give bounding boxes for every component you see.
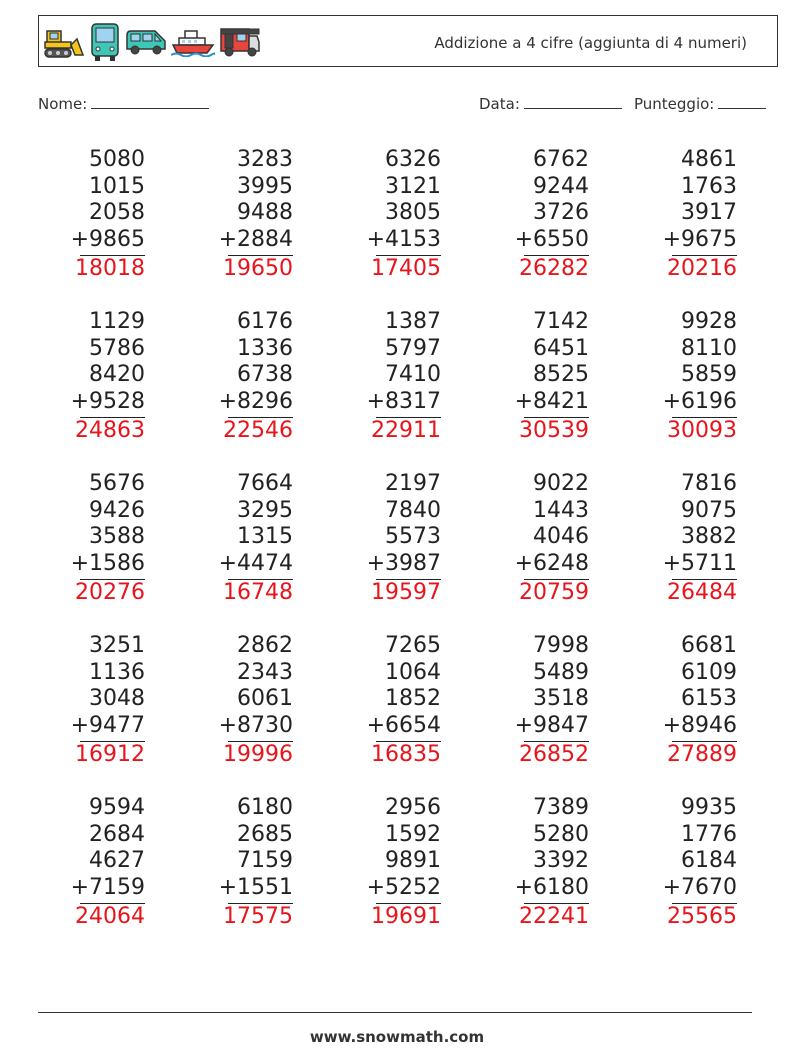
answer: 19691	[371, 903, 441, 929]
addend: 1387	[385, 309, 441, 334]
name-label: Nome:	[38, 95, 88, 113]
addend: 2685	[237, 821, 293, 847]
addend: +6654	[366, 713, 441, 739]
addend: +6196	[662, 389, 737, 415]
answer: 30539	[519, 417, 589, 443]
addend: +6550	[514, 227, 589, 253]
addend: 2956	[385, 795, 441, 820]
addition-problem	[479, 471, 589, 606]
addend: +2884	[218, 227, 293, 253]
date-blank[interactable]	[524, 94, 622, 109]
addend: +1551	[218, 875, 293, 901]
addition-problem	[627, 795, 737, 930]
addend: 3283	[237, 147, 293, 172]
answer: 19650	[223, 255, 293, 281]
addend: 8525	[533, 362, 589, 388]
addend: 9891	[385, 848, 441, 874]
answer: 16748	[223, 579, 293, 605]
addend: 7265	[385, 633, 441, 658]
addition-problem	[331, 633, 441, 768]
addend: 1776	[681, 821, 737, 847]
addend: 3882	[681, 524, 737, 550]
answer: 20759	[519, 579, 589, 605]
addend: 4046	[533, 524, 589, 550]
addition-problem	[627, 471, 737, 606]
addend: 9022	[533, 471, 589, 496]
answer: 16912	[75, 741, 145, 767]
addend: +9528	[70, 389, 145, 415]
addition-problem	[183, 795, 293, 930]
addend: +9847	[514, 713, 589, 739]
answer: 26852	[519, 741, 589, 767]
addend: 1592	[385, 821, 441, 847]
addend: 5489	[533, 659, 589, 685]
score-field[interactable]	[634, 94, 766, 113]
addend: 6184	[681, 848, 737, 874]
addend: +9675	[662, 227, 737, 253]
footer-divider	[38, 1012, 752, 1013]
addend: 2197	[385, 471, 441, 496]
addend: +8317	[366, 389, 441, 415]
addend: 6109	[681, 659, 737, 685]
addend: 6451	[533, 335, 589, 361]
addend: 3048	[89, 686, 145, 712]
addition-problem	[627, 147, 737, 282]
addend: 1129	[89, 309, 145, 334]
addend: +8730	[218, 713, 293, 739]
addition-problem	[183, 309, 293, 444]
addend: 2862	[237, 633, 293, 658]
answer: 27889	[667, 741, 737, 767]
addend: +8421	[514, 389, 589, 415]
addend: +8296	[218, 389, 293, 415]
addition-problem	[35, 147, 145, 282]
addend: 1763	[681, 173, 737, 199]
addend: 9935	[681, 795, 737, 820]
bus-icon	[89, 22, 121, 62]
addend: +4474	[218, 551, 293, 577]
addition-problem	[479, 633, 589, 768]
addend: 1315	[237, 524, 293, 550]
addend: 8110	[681, 335, 737, 361]
answer: 20276	[75, 579, 145, 605]
addend: 9426	[89, 497, 145, 523]
addend: 3251	[89, 633, 145, 658]
addend: 7816	[681, 471, 737, 496]
footer-site: www.snowmath.com	[309, 1028, 485, 1046]
addend: 3588	[89, 524, 145, 550]
addend: 6180	[237, 795, 293, 820]
score-label: Punteggio:	[634, 95, 715, 113]
addend: 3805	[385, 200, 441, 226]
addition-problem	[331, 147, 441, 282]
addition-problem	[183, 633, 293, 768]
addend: 2343	[237, 659, 293, 685]
addend: 9594	[89, 795, 145, 820]
worksheet-title: Addizione a 4 cifre (aggiunta di 4 numeri)	[434, 34, 747, 52]
addition-problem	[183, 147, 293, 282]
addend: 1443	[533, 497, 589, 523]
addend: 1136	[89, 659, 145, 685]
van-icon	[125, 27, 167, 57]
addition-problem	[627, 633, 737, 768]
addend: 3726	[533, 200, 589, 226]
answer: 18018	[75, 255, 145, 281]
addend: 1064	[385, 659, 441, 685]
addend: +6180	[514, 875, 589, 901]
addend: 2684	[89, 821, 145, 847]
addend: 5786	[89, 335, 145, 361]
camper-van-icon	[219, 26, 261, 58]
addend: 6326	[385, 147, 441, 172]
addend: 3995	[237, 173, 293, 199]
addend: 6738	[237, 362, 293, 388]
addend: 8420	[89, 362, 145, 388]
addend: 6153	[681, 686, 737, 712]
answer: 19597	[371, 579, 441, 605]
addend: 5859	[681, 362, 737, 388]
addend: 7998	[533, 633, 589, 658]
ship-icon	[171, 27, 215, 57]
date-label: Data:	[479, 95, 520, 113]
addend: +7670	[662, 875, 737, 901]
addend: 6061	[237, 686, 293, 712]
addend: 5676	[89, 471, 145, 496]
addend: 6176	[237, 309, 293, 334]
answer: 17405	[371, 255, 441, 281]
addend: +5711	[662, 551, 737, 577]
addend: 6681	[681, 633, 737, 658]
addition-problem	[331, 309, 441, 444]
addend: 7142	[533, 309, 589, 334]
bulldozer-icon	[43, 25, 85, 59]
addition-problem	[35, 795, 145, 930]
addend: 5797	[385, 335, 441, 361]
name-field[interactable]	[38, 94, 209, 113]
addend: 9488	[237, 200, 293, 226]
addend: 3392	[533, 848, 589, 874]
addend: 3518	[533, 686, 589, 712]
addend: +7159	[70, 875, 145, 901]
answer: 22546	[223, 417, 293, 443]
addend: 9244	[533, 173, 589, 199]
answer: 22241	[519, 903, 589, 929]
addend: 5573	[385, 524, 441, 550]
addend: +9477	[70, 713, 145, 739]
addend: 5280	[533, 821, 589, 847]
addend: +1586	[70, 551, 145, 577]
addend: 6762	[533, 147, 589, 172]
addend: 2058	[89, 200, 145, 226]
header-box	[38, 15, 778, 67]
addition-problem	[627, 309, 737, 444]
answer: 20216	[667, 255, 737, 281]
addend: +4153	[366, 227, 441, 253]
addition-problem	[331, 795, 441, 930]
addition-problem	[479, 309, 589, 444]
header-icons	[43, 22, 261, 62]
score-blank[interactable]	[718, 94, 766, 109]
addend: 7664	[237, 471, 293, 496]
answer: 24064	[75, 903, 145, 929]
addend: +8946	[662, 713, 737, 739]
addend: 7840	[385, 497, 441, 523]
addend: 4627	[89, 848, 145, 874]
addend: 4861	[681, 147, 737, 172]
addition-problem	[35, 471, 145, 606]
addition-problem	[183, 471, 293, 606]
answer: 22911	[371, 417, 441, 443]
addend: +5252	[366, 875, 441, 901]
addition-problem	[331, 471, 441, 606]
answer: 16835	[371, 741, 441, 767]
addition-problem	[35, 309, 145, 444]
addend: +6248	[514, 551, 589, 577]
addend: 9075	[681, 497, 737, 523]
addend: 3917	[681, 200, 737, 226]
addition-problem	[479, 147, 589, 282]
addend: 7389	[533, 795, 589, 820]
addend: 9928	[681, 309, 737, 334]
name-blank[interactable]	[91, 94, 209, 109]
date-field[interactable]	[479, 94, 622, 113]
addend: 5080	[89, 147, 145, 172]
addend: 1852	[385, 686, 441, 712]
addend: +3987	[366, 551, 441, 577]
answer: 25565	[667, 903, 737, 929]
answer: 24863	[75, 417, 145, 443]
answer: 17575	[223, 903, 293, 929]
addend: 1336	[237, 335, 293, 361]
answer: 30093	[667, 417, 737, 443]
addend: 7410	[385, 362, 441, 388]
addition-problem	[479, 795, 589, 930]
addend: 3121	[385, 173, 441, 199]
addition-problem	[35, 633, 145, 768]
answer: 26282	[519, 255, 589, 281]
answer: 19996	[223, 741, 293, 767]
addend: 1015	[89, 173, 145, 199]
addend: 7159	[237, 848, 293, 874]
addend: 3295	[237, 497, 293, 523]
answer: 26484	[667, 579, 737, 605]
addend: +9865	[70, 227, 145, 253]
